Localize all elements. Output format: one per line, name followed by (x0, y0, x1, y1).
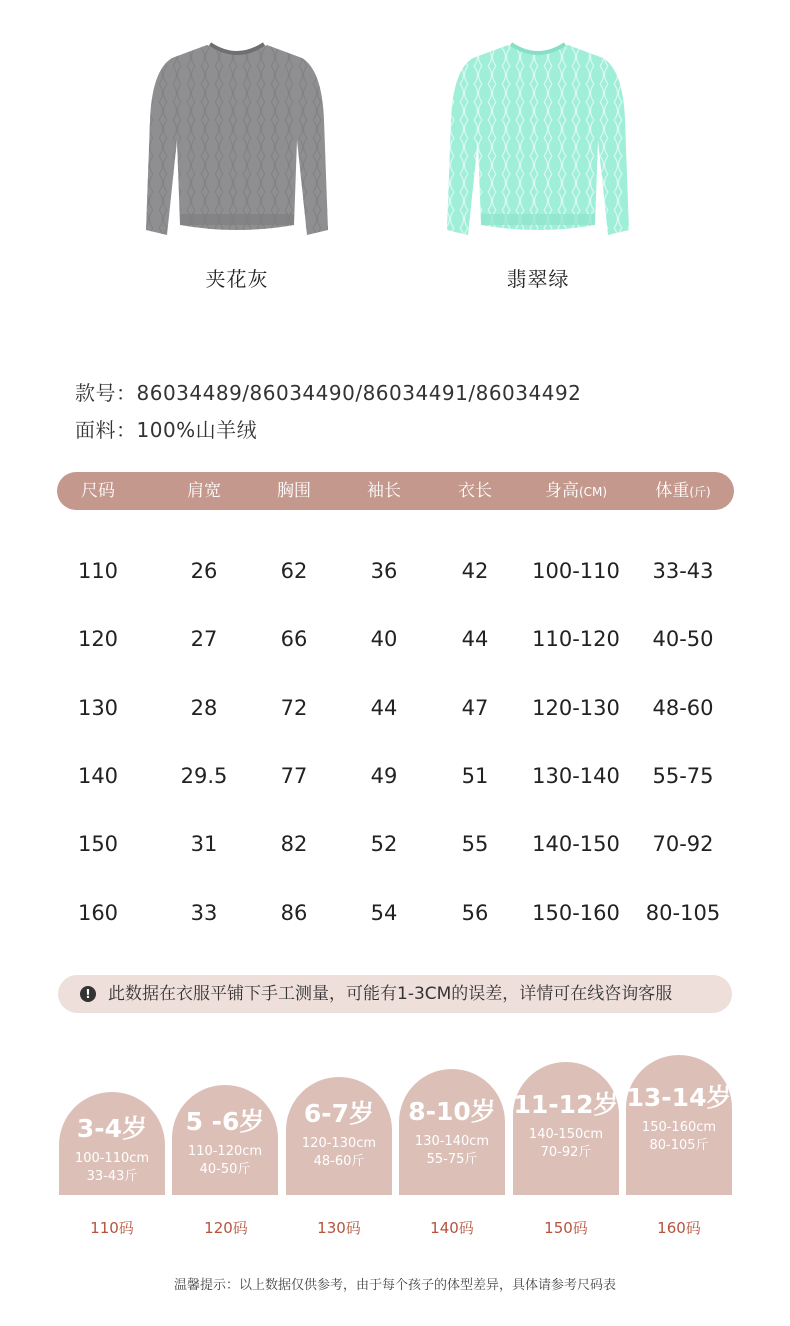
notice-text: 此数据在衣服平铺下手工测量，可能有1-3CM的误差，详情可在线咨询客服 (108, 984, 673, 1004)
cell-length: 51 (461, 764, 489, 788)
table-row (0, 824, 790, 864)
table-row (0, 619, 790, 659)
size-table-header (57, 472, 734, 510)
cell-size: 120 (77, 627, 119, 651)
cell-size: 110 (77, 559, 119, 583)
weight-range: 80-105斤 (649, 1138, 709, 1153)
header-height-unit: (CM) (578, 485, 608, 499)
fabric (75, 414, 257, 443)
cell-chest: 62 (280, 559, 308, 583)
fabric-value: 100%山羊绒 (136, 418, 258, 442)
cell-length: 55 (461, 832, 489, 856)
cell-shoulder: 29.5 (180, 764, 228, 788)
cell-chest: 82 (280, 832, 308, 856)
cell-size: 160 (77, 901, 119, 925)
cell-chest: 72 (280, 696, 308, 720)
cell-length: 47 (461, 696, 489, 720)
cell-height: 130-140 (532, 764, 620, 788)
cell-shoulder: 26 (190, 559, 218, 583)
weight-range: 55-75斤 (426, 1152, 478, 1167)
cell-weight: 80-105 (645, 901, 721, 925)
age-badge (626, 1055, 732, 1195)
cell-height: 150-160 (532, 901, 620, 925)
cell-height: 100-110 (532, 559, 620, 583)
cell-chest: 66 (280, 627, 308, 651)
cell-shoulder: 31 (190, 832, 218, 856)
age-badge (399, 1069, 505, 1195)
cell-weight: 40-50 (652, 627, 714, 651)
cell-weight: 33-43 (652, 559, 714, 583)
weight-range: 40-50斤 (199, 1162, 251, 1177)
header-height: 身高(CM) (544, 481, 608, 501)
age-range: 6-7岁 (303, 1099, 375, 1128)
cell-length: 42 (461, 559, 489, 583)
cell-height: 110-120 (532, 627, 620, 651)
age-range: 13-14岁 (626, 1083, 732, 1112)
cell-length: 44 (461, 627, 489, 651)
age-badge (59, 1092, 165, 1195)
age-badge (513, 1062, 619, 1195)
grey-sweater-image (142, 30, 332, 245)
table-row (0, 688, 790, 728)
header-size: 尺码 (81, 481, 115, 501)
weight-range: 48-60斤 (313, 1154, 365, 1169)
header-weight-unit: (斤) (689, 485, 711, 499)
height-range: 150-160cm (641, 1120, 717, 1135)
size-label: 150码 (544, 1219, 588, 1237)
style-number (75, 377, 581, 406)
age-badge (286, 1077, 392, 1195)
age-range: 3-4岁 (76, 1114, 148, 1143)
measurement-notice (58, 975, 732, 1013)
cell-chest: 77 (280, 764, 308, 788)
weight-range: 33-43斤 (86, 1169, 138, 1184)
height-range: 140-150cm (528, 1127, 604, 1142)
age-range: 5 -6岁 (185, 1107, 265, 1136)
fabric-label: 面料： (75, 418, 137, 442)
footer-tip: 温馨提示：以上数据仅供参考，由于每个孩子的体型差异，具体请参考尺码表 (173, 1278, 616, 1293)
cell-size: 130 (77, 696, 119, 720)
cell-sleeve: 54 (370, 901, 398, 925)
cell-shoulder: 28 (190, 696, 218, 720)
cell-sleeve: 40 (370, 627, 398, 651)
exclamation-icon: ! (80, 986, 96, 1002)
weight-range: 70-92斤 (540, 1145, 592, 1160)
cell-sleeve: 49 (370, 764, 398, 788)
cell-height: 140-150 (532, 832, 620, 856)
age-range: 8-10岁 (408, 1097, 496, 1126)
cell-size: 150 (77, 832, 119, 856)
product-name: 翡翠绿 (506, 267, 570, 291)
style-number-label: 款号： (75, 381, 137, 405)
product-green (443, 30, 633, 300)
size-label: 160码 (657, 1219, 701, 1237)
cell-sleeve: 44 (370, 696, 398, 720)
cell-weight: 48-60 (652, 696, 714, 720)
table-row (0, 756, 790, 796)
header-length: 衣长 (458, 481, 492, 501)
size-label: 140码 (430, 1219, 474, 1237)
table-row (0, 551, 790, 591)
header-weight: 体重(斤) (655, 481, 711, 501)
cell-weight: 70-92 (652, 832, 714, 856)
size-label: 110码 (90, 1219, 134, 1237)
cell-shoulder: 27 (190, 627, 218, 651)
height-range: 120-130cm (301, 1136, 377, 1151)
product-grey (142, 30, 332, 300)
age-badge (172, 1085, 278, 1195)
header-shoulder: 肩宽 (187, 481, 221, 501)
size-label: 120码 (204, 1219, 248, 1237)
cell-size: 140 (77, 764, 119, 788)
cell-shoulder: 33 (190, 901, 218, 925)
green-sweater-image (443, 30, 633, 245)
style-number-value: 86034489/86034490/86034491/86034492 (136, 381, 582, 405)
height-range: 110-120cm (187, 1144, 263, 1159)
cell-sleeve: 36 (370, 559, 398, 583)
cell-chest: 86 (280, 901, 308, 925)
age-range: 11-12岁 (513, 1090, 619, 1119)
cell-length: 56 (461, 901, 489, 925)
cell-height: 120-130 (532, 696, 620, 720)
cell-sleeve: 52 (370, 832, 398, 856)
header-chest: 胸围 (277, 481, 311, 501)
cell-weight: 55-75 (652, 764, 714, 788)
product-name: 夹花灰 (205, 267, 269, 291)
table-row (0, 893, 790, 933)
size-label: 130码 (317, 1219, 361, 1237)
height-range: 130-140cm (414, 1134, 490, 1149)
header-sleeve: 袖长 (367, 481, 401, 501)
height-range: 100-110cm (74, 1151, 150, 1166)
